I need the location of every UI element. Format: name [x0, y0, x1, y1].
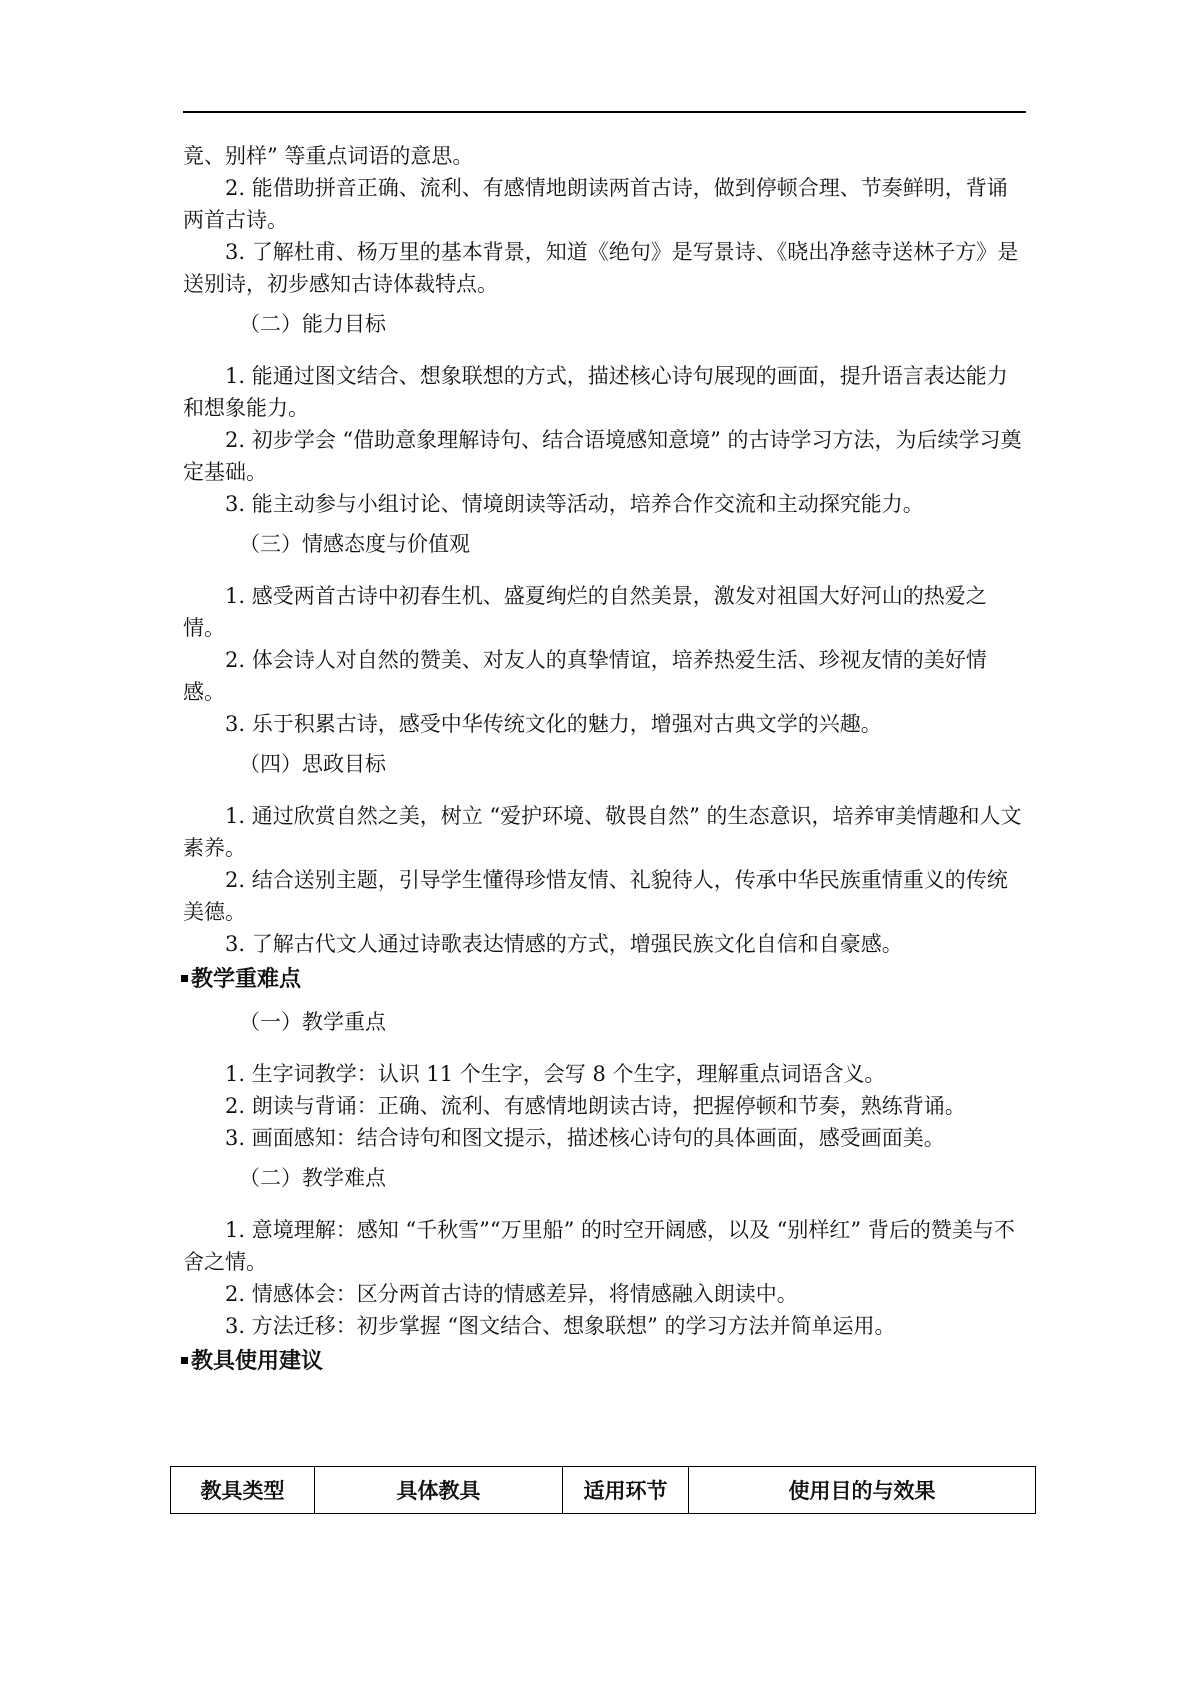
header-rule — [183, 111, 1026, 113]
list-item: 3. 乐于积累古诗，感受中华传统文化的魅力，增强对古典文学的兴趣。 — [225, 712, 882, 736]
heading-key-difficult — [181, 962, 1026, 998]
paragraph: 3. 了解杜甫、杨万里的基本背景，知道《绝句》是写景诗、《晓出净慈寺送林子方》是送别诗，初步感知古诗体裁特点。 — [183, 240, 1019, 296]
list-item: 1. 能通过图文结合、想象联想的方式，描述核心诗句展现的画面，提升语言表达能力和想象能力。 — [183, 364, 1008, 420]
list-item: 1. 通过欣赏自然之美，树立 “爱护环境、敬畏自然” 的生态意识，培养审美情趣和人文素养。 — [183, 804, 1022, 860]
square-bullet-icon — [181, 975, 188, 982]
section-title-key: （一）教学重点 — [239, 1010, 386, 1034]
square-bullet-icon — [181, 1357, 188, 1364]
list-item: 3. 能主动参与小组讨论、情境朗读等活动，培养合作交流和主动探究能力。 — [225, 492, 924, 516]
table-header-row — [171, 1467, 1036, 1514]
list-item: 2. 结合送别主题，引导学生懂得珍惜友情、礼貌待人，传承中华民族重情重义的传统美德。 — [183, 868, 1008, 924]
list-item: 3. 方法迁移：初步掌握 “图文结合、想象联想” 的学习方法并简单运用。 — [225, 1314, 896, 1338]
heading-text: 教具使用建议 — [191, 1349, 324, 1374]
section-title-ability: （二）能力目标 — [239, 312, 386, 336]
column-header: 使用目的与效果 — [689, 1467, 1036, 1514]
list-item: 1. 生字词教学：认识 11 个生字，会写 8 个生字，理解重点词语含义。 — [225, 1062, 886, 1086]
document-body — [183, 140, 1026, 1382]
tools-table — [170, 1466, 1036, 1514]
heading-tools — [181, 1344, 1026, 1380]
list-item: 2. 情感体会：区分两首古诗的情感差异，将情感融入朗读中。 — [225, 1282, 798, 1306]
list-item: 1. 意境理解：感知 “千秋雪”“万里船” 的时空开阔感，以及 “别样红” 背后的赞美与不舍之情。 — [183, 1218, 1015, 1274]
heading-text: 教学重难点 — [191, 967, 302, 992]
paragraph: 2. 能借助拼音正确、流利、有感情地朗读两首古诗，做到停顿合理、节奏鲜明，背诵两首古诗。 — [183, 176, 1008, 232]
list-item: 1. 感受两首古诗中初春生机、盛夏绚烂的自然美景，激发对祖国大好河山的热爱之情。 — [183, 584, 987, 640]
list-item: 2. 体会诗人对自然的赞美、对友人的真挚情谊，培养热爱生活、珍视友情的美好情感。 — [183, 648, 987, 704]
paragraph: 竟、别样” 等重点词语的意思。 — [183, 144, 474, 168]
section-title-emotion: （三）情感态度与价值观 — [239, 532, 470, 556]
list-item: 2. 朗读与背诵：正确、流利、有感情地朗读古诗，把握停顿和节奏，熟练背诵。 — [225, 1094, 966, 1118]
list-item: 3. 画面感知：结合诗句和图文提示，描述核心诗句的具体画面，感受画面美。 — [225, 1126, 945, 1150]
column-header: 教具类型 — [171, 1467, 315, 1514]
column-header: 适用环节 — [563, 1467, 689, 1514]
section-title-ideology: （四）思政目标 — [239, 752, 386, 776]
list-item: 2. 初步学会 “借助意象理解诗句、结合语境感知意境” 的古诗学习方法，为后续学习奠定基础。 — [183, 428, 1022, 484]
column-header: 具体教具 — [315, 1467, 563, 1514]
list-item: 3. 了解古代文人通过诗歌表达情感的方式，增强民族文化自信和自豪感。 — [225, 932, 903, 956]
section-title-difficult: （二）教学难点 — [239, 1166, 386, 1190]
